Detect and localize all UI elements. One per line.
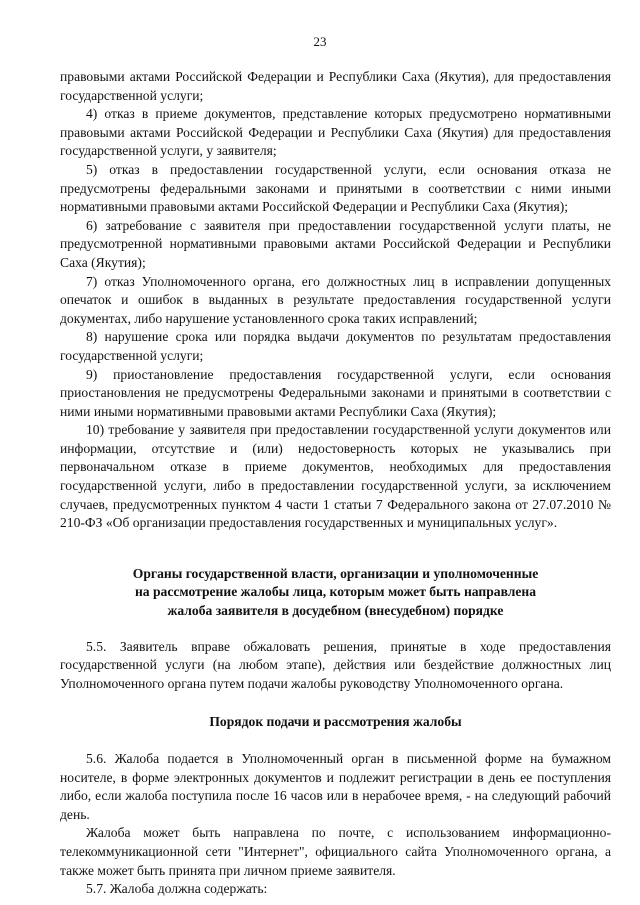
list-item-8: 8) нарушение срока или порядка выдачи документов по результатам предоставления государственной услуги;	[60, 329, 611, 363]
section-heading-authorities	[60, 565, 611, 621]
heading-line: жалоба заявителя в досудебном (внесудебном) порядке	[167, 603, 504, 619]
list-item-4: 4) отказ в приеме документов, представление которых предусмотрено нормативными правовыми актами Российской Федерации и Республики Саха (Якутия) для предоставления государственной услуги, у заявителя;	[60, 106, 611, 159]
list-item-10: 10) требование у заявителя при предоставлении государственной услуги документов или информации, отсутствие и (или) недостоверность которых не указывались при первоначальном отказе в приеме документов, необходимых для предоставления государственной услуги, либо в предоставлении государственной услуги, за исключением случаев, предусмотренных пунктом 4 части 1 статьи 7 Федерального закона от 27.07.2010 № 210-ФЗ «Об организации предоставления государственных и муниципальных услуг».	[60, 422, 611, 531]
list-item-5: 5) отказ в предоставлении государственной услуги, если основания отказа не предусмотрены федеральными законами и принятыми в соответствии с ними иными нормативными правовыми актами Российской Федерации и Республики Саха (Якутия);	[60, 161, 611, 215]
document-body	[60, 68, 611, 899]
paragraph-5-6: 5.6. Жалоба подается в Уполномоченный орган в письменной форме на бумажном носителе, в форме электронных документов и подлежит регистрации в день ее поступления либо, если жалоба поступила после 16 часов или в нерабочее время, - на следующий рабочий день.	[60, 751, 611, 822]
paragraph-mail: Жалоба может быть направлена по почте, с использованием информационно-телекоммуникационной сети "Интернет", официального сайта Уполномоченного органа, а также может быть принята при личном приеме заявителя.	[60, 825, 611, 878]
list-item-6: 6) затребование с заявителя при предоставлении государственной услуги платы, не предусмотренной нормативными правовыми актами Российской Федерации и Республики Саха (Якутия);	[60, 217, 611, 270]
page-number: 23	[313, 34, 327, 49]
list-item-7: 7) отказ Уполномоченного органа, его должностных лиц в исправлении допущенных опечаток и ошибок в выданных в результате предоставления государственной услуги документах, либо нарушение установленного срока таких исправлений;	[60, 273, 611, 326]
list-item-3-continuation: правовыми актами Российской Федерации и Республики Саха (Якутия), для предоставления государственной услуги;	[60, 69, 611, 103]
list-item-9: 9) приостановление предоставления государственной услуги, если основания приостановления не предусмотрены Федеральными законами и принятыми в соответствии с ними иными нормативными правовыми актами Республики Саха (Якутия);	[60, 366, 611, 419]
paragraph-5-5: 5.5. Заявитель вправе обжаловать решения, принятые в ходе предоставления государственной услуги (на любом этапе), действия или бездействие должностных лиц Уполномоченного органа путем подачи жалобы руководству Уполномоченного органа.	[60, 638, 611, 691]
heading-line: на рассмотрение жалобы лица, которым может быть направлена	[134, 584, 537, 600]
paragraph-5-7: 5.7. Жалоба должна содержать:	[86, 881, 268, 897]
heading-line: Органы государственной власти, организации и уполномоченные	[132, 565, 539, 581]
section-heading-procedure: Порядок подачи и рассмотрения жалобы	[209, 714, 462, 730]
